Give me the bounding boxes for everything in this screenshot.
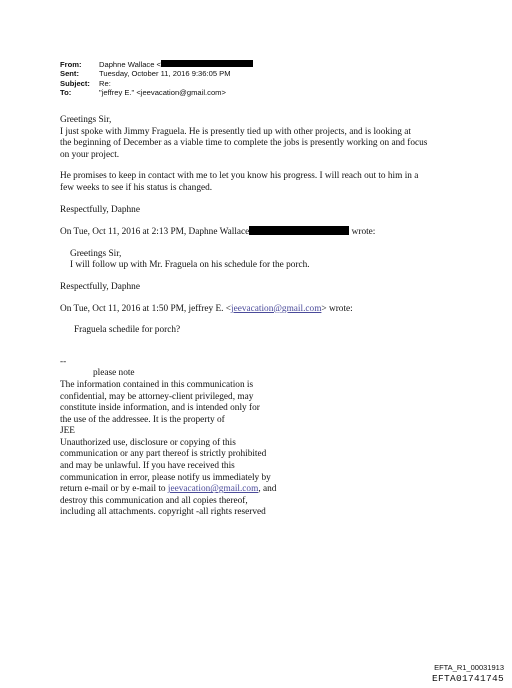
disclaimer-line: confidential, may be attorney-client privileged, may xyxy=(60,391,254,402)
disclaimer-line: the use of the addressee. It is the property of xyxy=(60,414,225,425)
to-value: "jeffrey E." <jeevacation@gmail.com> xyxy=(99,88,226,98)
signoff: Respectfully, Daphne xyxy=(60,204,140,215)
disclaimer-text: return e-mail or by e-mail to xyxy=(60,484,168,495)
disclaimer-line: Unauthorized use, disclosure or copying of this xyxy=(60,437,236,448)
quote-intro-wrote: wrote: xyxy=(351,227,376,238)
bates-stamp-secondary: EFTA01741745 xyxy=(431,673,504,684)
quote-signoff: Respectfully, Daphne xyxy=(60,281,140,292)
body-line: He promises to keep in contact with me to let you know his progress. I will reach out to him in a xyxy=(60,171,419,182)
disclaimer-line: including all attachments. copyright -all rights reserved xyxy=(60,507,266,518)
body-line: on your project. xyxy=(60,149,120,160)
redaction-bar xyxy=(161,60,253,67)
email-body xyxy=(60,115,460,519)
quote-intro-wrote: > wrote: xyxy=(321,303,353,314)
quote-intro xyxy=(60,226,460,239)
disclaimer-line: and may be unlawful. If you have received this xyxy=(60,461,235,472)
quote-line: Fraguela schedile for porch? xyxy=(74,325,181,336)
signature-dashes: -- xyxy=(60,356,67,367)
subject-value: Re: xyxy=(99,78,111,88)
disclaimer-text: , and xyxy=(258,484,277,495)
sent-label: Sent: xyxy=(60,69,79,79)
body-line: few weeks to see if his status is changed. xyxy=(60,182,213,193)
bates-stamp-primary: EFTA_R1_00031913 xyxy=(434,663,504,672)
sent-value: Tuesday, October 11, 2016 9:36:05 PM xyxy=(99,69,231,79)
disclaimer-line: constitute inside information, and is intended only for xyxy=(60,403,260,414)
quote-line: I will follow up with Mr. Fraguela on his schedule for the porch. xyxy=(70,260,310,271)
subject-label: Subject: xyxy=(60,78,90,88)
email-link[interactable]: jeevacation@gmail.com xyxy=(231,303,322,314)
email-header xyxy=(60,60,253,98)
redaction-bar xyxy=(249,226,349,235)
from-row xyxy=(60,60,253,69)
sent-row xyxy=(60,69,253,78)
greeting: Greetings Sir, xyxy=(60,115,112,125)
quote-intro-text: On Tue, Oct 11, 2016 at 2:13 PM, Daphne Wallace xyxy=(60,227,250,238)
disclaimer-line: communication or any part thereof is strictly prohibited xyxy=(60,449,267,460)
disclaimer-line: JEE xyxy=(60,426,75,437)
body-line: I just spoke with Jimmy Fraguela. He is presently tied up with other projects, and is looking at xyxy=(60,126,411,137)
quote-greeting: Greetings Sir, xyxy=(70,248,122,259)
quote-intro-text: On Tue, Oct 11, 2016 at 1:50 PM, jeffrey E. < xyxy=(60,303,232,314)
subject-row xyxy=(60,79,253,88)
to-label: To: xyxy=(60,88,72,98)
from-value: Daphne Wallace < xyxy=(99,60,161,69)
disclaimer-line: destroy this communication and all copies thereof, xyxy=(60,495,248,506)
email-link[interactable]: jeevacation@gmail.com xyxy=(167,484,259,495)
signature-note: please note xyxy=(93,368,135,379)
disclaimer-line xyxy=(60,484,460,496)
body-line: the beginning of December as a viable time to complete the jobs is presently working on and focus xyxy=(60,138,428,149)
quote-intro xyxy=(60,304,460,316)
from-label: From: xyxy=(60,60,82,69)
disclaimer-line: The information contained in this communication is xyxy=(60,379,254,390)
disclaimer-line: communication in error, please notify us immediately by xyxy=(60,472,271,483)
to-row xyxy=(60,88,253,97)
